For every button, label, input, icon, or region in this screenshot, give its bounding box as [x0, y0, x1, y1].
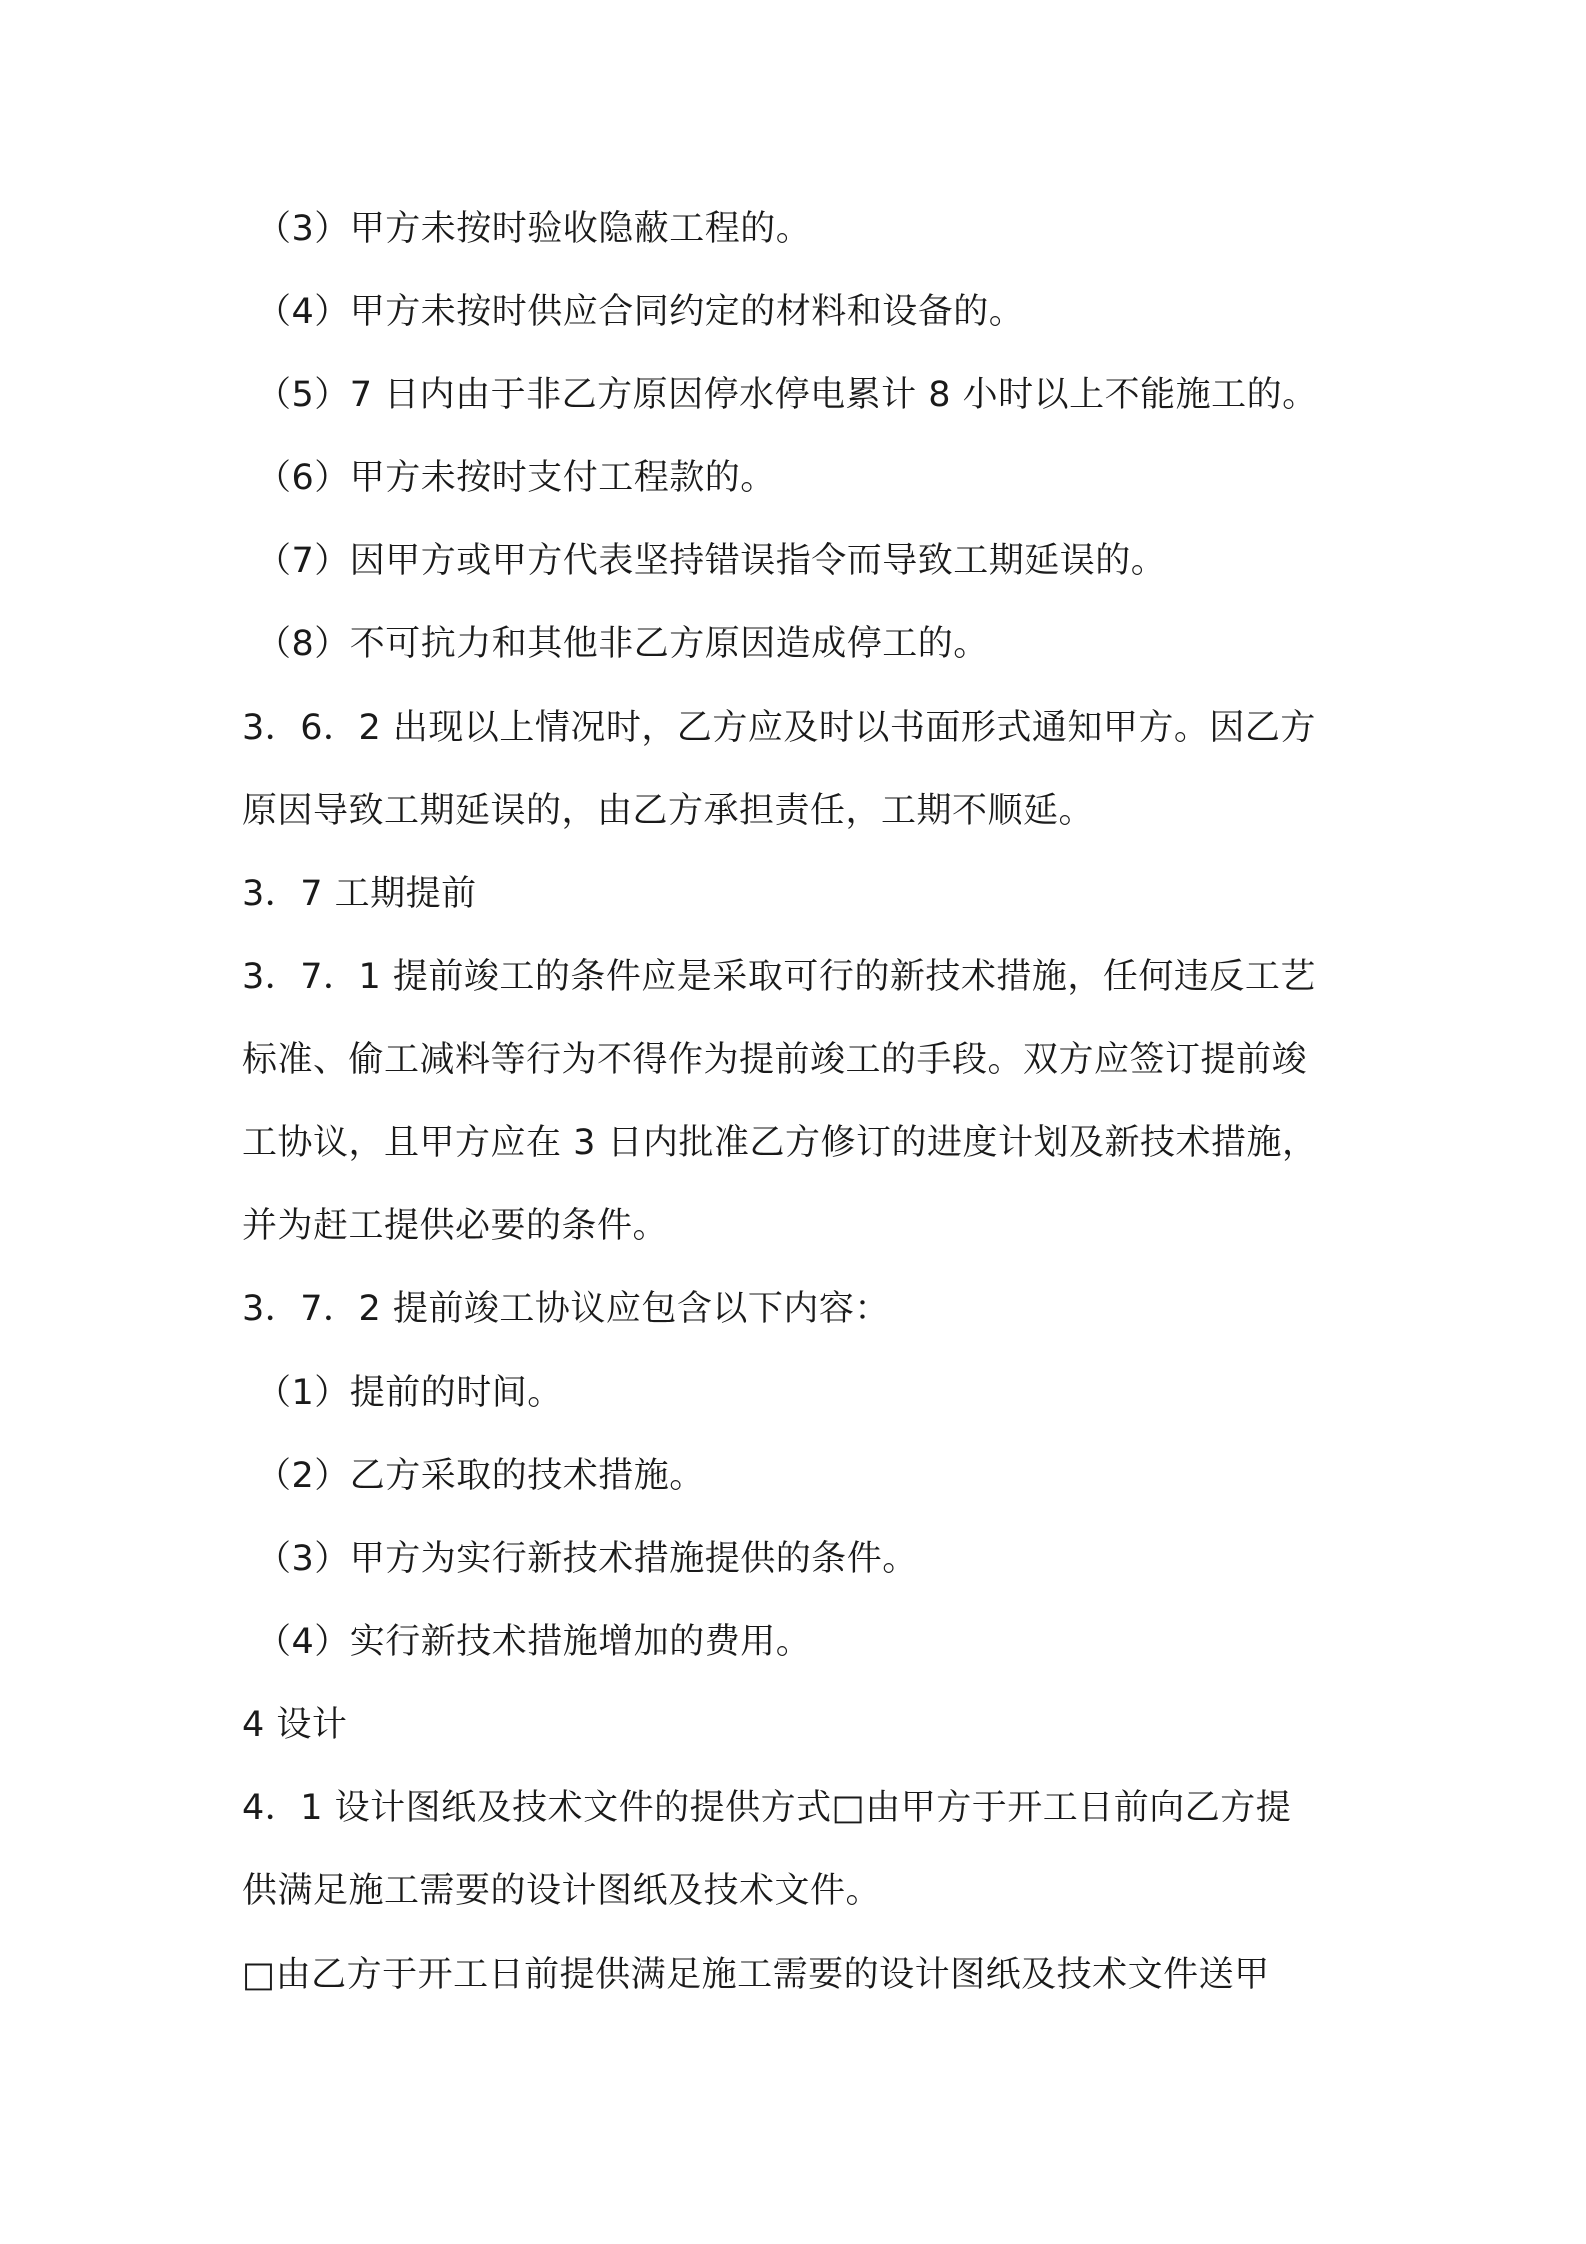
clause-3-7-1-line-3: 工协议，且甲方应在 3 日内批准乙方修订的进度计划及新技术措施， [242, 1123, 1318, 1163]
section-heading-3-7: 3．7 工期提前 [242, 874, 477, 914]
clause-4-1-line-1: 4．1 设计图纸及技术文件的提供方式□由甲方于开工日前向乙方提 [242, 1788, 1292, 1828]
section-heading-4-design: 4 设计 [242, 1705, 348, 1745]
list-item-4-added-costs: （4）实行新技术措施增加的费用。 [256, 1622, 812, 1662]
list-item-2-technical-measures: （2）乙方采取的技术措施。 [256, 1456, 705, 1496]
clause-3-7-2: 3．7．2 提前竣工协议应包含以下内容： [242, 1289, 890, 1329]
list-item-6-payment-delay: （6）甲方未按时支付工程款的。 [256, 458, 776, 498]
list-item-3-unaccepted-hidden-works: （3）甲方未按时验收隐蔽工程的。 [256, 209, 812, 249]
list-item-3-conditions-provided: （3）甲方为实行新技术措施提供的条件。 [256, 1539, 918, 1579]
list-item-1-advance-time: （1）提前的时间。 [256, 1373, 563, 1413]
clause-3-6-2-line-2: 原因导致工期延误的，由乙方承担责任，工期不顺延。 [242, 791, 1095, 831]
clause-3-7-1-line-2: 标准、偷工减料等行为不得作为提前竣工的手段。双方应签订提前竣 [242, 1040, 1308, 1080]
clause-3-7-1-line-4: 并为赶工提供必要的条件。 [242, 1206, 669, 1246]
list-item-4-materials-not-supplied: （4）甲方未按时供应合同约定的材料和设备的。 [256, 292, 1025, 332]
clause-4-1-line-2: 供满足施工需要的设计图纸及技术文件。 [242, 1871, 882, 1911]
list-item-5-power-water-outage: （5）7 日内由于非乙方原因停水停电累计 8 小时以上不能施工的。 [256, 375, 1318, 415]
list-item-8-force-majeure: （8）不可抗力和其他非乙方原因造成停工的。 [256, 624, 989, 664]
clause-4-1-option-line: □由乙方于开工日前提供满足施工需要的设计图纸及技术文件送甲 [242, 1955, 1270, 1995]
clause-3-7-1-line-1: 3．7．1 提前竣工的条件应是采取可行的新技术措施，任何违反工艺 [242, 957, 1316, 997]
list-item-7-wrong-instructions: （7）因甲方或甲方代表坚持错误指令而导致工期延误的。 [256, 541, 1167, 581]
clause-3-6-2-line-1: 3．6．2 出现以上情况时，乙方应及时以书面形式通知甲方。因乙方 [242, 708, 1316, 748]
